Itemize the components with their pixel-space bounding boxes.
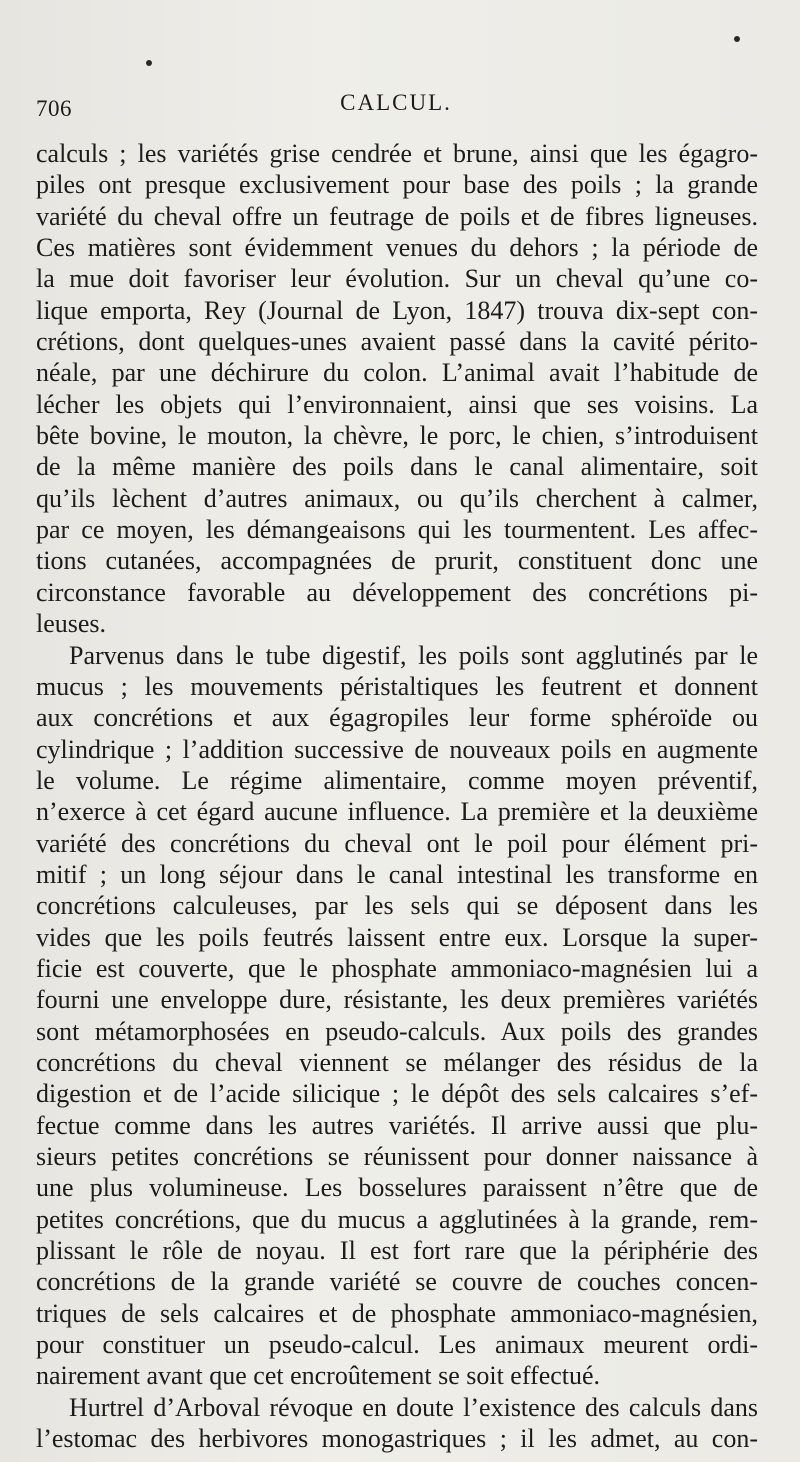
text-line: mitif ; un long séjour dans le canal intestinal les transforme en [36,859,758,889]
text-line: piles ont presque exclusivement pour base des poils ; la grande [36,170,758,200]
text-line: cylindrique ; l’addition successive de nouveaux poils en augmente [36,734,758,764]
text-line: digestion et de l’acide silicique ; le dépôt des sels calcaires s’ef- [36,1079,758,1109]
text-line: Hurtrel d’Arboval révoque en doute l’existence des calculs dans [69,1392,758,1422]
text-line: fourni une enveloppe dure, résistante, les deux premières variétés [36,985,758,1015]
text-line: ficie est couverte, que le phosphate ammoniaco-magnésien lui a [36,953,758,983]
text-line: circonstance favorable au développement des concrétions pi- [36,577,758,607]
text-line: par ce moyen, les démangeaisons qui les tourmentent. Les affec- [36,515,758,545]
text-line: lique emporta, Rey (Journal de Lyon, 1847) trouva dix-sept con- [36,295,758,325]
text-line: leuses. [36,609,107,639]
text-line: petites concrétions, que du mucus a agglutinées à la grande, rem- [36,1204,758,1234]
body-text [36,138,758,1454]
text-line: pour constituer un pseudo-calcul. Les animaux meurent ordi- [36,1330,758,1360]
text-line: concrétions calculeuses, par les sels qui se déposent dans les [36,891,758,921]
text-line: concrétions de la grande variété se couvre de couches concen- [36,1267,758,1297]
text-line: crétions, dont quelques-unes avaient passé dans la cavité périto- [36,327,758,357]
text-line: sieurs petites concrétions se réunissent pour donner naissance à [36,1142,758,1171]
text-line: qu’ils lèchent d’autres animaux, ou qu’ils cherchent à calmer, [36,483,758,513]
text-line: Ces matières sont évidemment venues du dehors ; la période de [36,233,758,263]
paragraph [36,640,758,1392]
text-line: triques de sels calcaires et de phosphate ammoniaco-magnésien, [36,1298,758,1328]
text-line: la mue doit favoriser leur évolution. Sur un cheval qu’une co- [36,264,758,294]
text-line: plissant le rôle de noyau. Il est fort rare que la périphérie des [36,1236,758,1266]
text-line: une plus volumineuse. Les bosselures paraissent n’être que de [36,1173,758,1203]
text-line: sont métamorphosées en pseudo-calculs. Aux poils des grandes [36,1016,758,1046]
text-line: lécher les objets qui l’environnaient, ainsi que ses voisins. La [36,389,758,419]
text-line: l’estomac des herbivores monogastriques ; il les admet, au con- [36,1424,758,1454]
text-line: aux concrétions et aux égagropiles leur forme sphéroïde ou [36,703,758,733]
text-line: fectue comme dans les autres variétés. Il arrive aussi que plu- [36,1110,758,1140]
text-line: variété du cheval offre un feutrage de poils et de fibres ligneuses. [36,201,758,231]
page-number: 706 [36,96,72,121]
text-line: le volume. Le régime alimentaire, comme moyen préventif, [36,765,758,795]
paragraph [36,1392,758,1455]
page-header [36,88,756,128]
text-line: tions cutanées, accompagnées de prurit, constituent donc une [36,546,758,576]
ink-speck [146,60,152,66]
paragraph [36,138,758,640]
ink-speck [734,36,740,42]
text-line: calculs ; les variétés grise cendrée et brune, ainsi que les égagro- [36,139,758,168]
text-line: néale, par une déchirure du colon. L’animal avait l’habitude de [36,358,758,388]
text-line: Parvenus dans le tube digestif, les poils sont agglutinés par le [69,640,758,670]
text-line: variété des concrétions du cheval ont le poil pour élément pri- [36,828,758,858]
text-line: bête bovine, le mouton, la chèvre, le porc, le chien, s’introduisent [36,421,758,451]
text-line: concrétions du cheval viennent se mélanger des résidus de la [36,1047,758,1077]
text-line: vides que les poils feutrés laissent entre eux. Lorsque la super- [36,922,758,952]
text-line: mucus ; les mouvements péristaltiques les feutrent et donnent [36,671,758,701]
text-line: de la même manière des poils dans le canal alimentaire, soit [36,452,758,482]
running-head: CALCUL. [340,90,452,115]
text-line: n’exerce à cet égard aucune influence. La première et la deuxième [36,797,758,827]
text-line: nairement avant que cet encroûtement se soit effectué. [36,1361,601,1391]
